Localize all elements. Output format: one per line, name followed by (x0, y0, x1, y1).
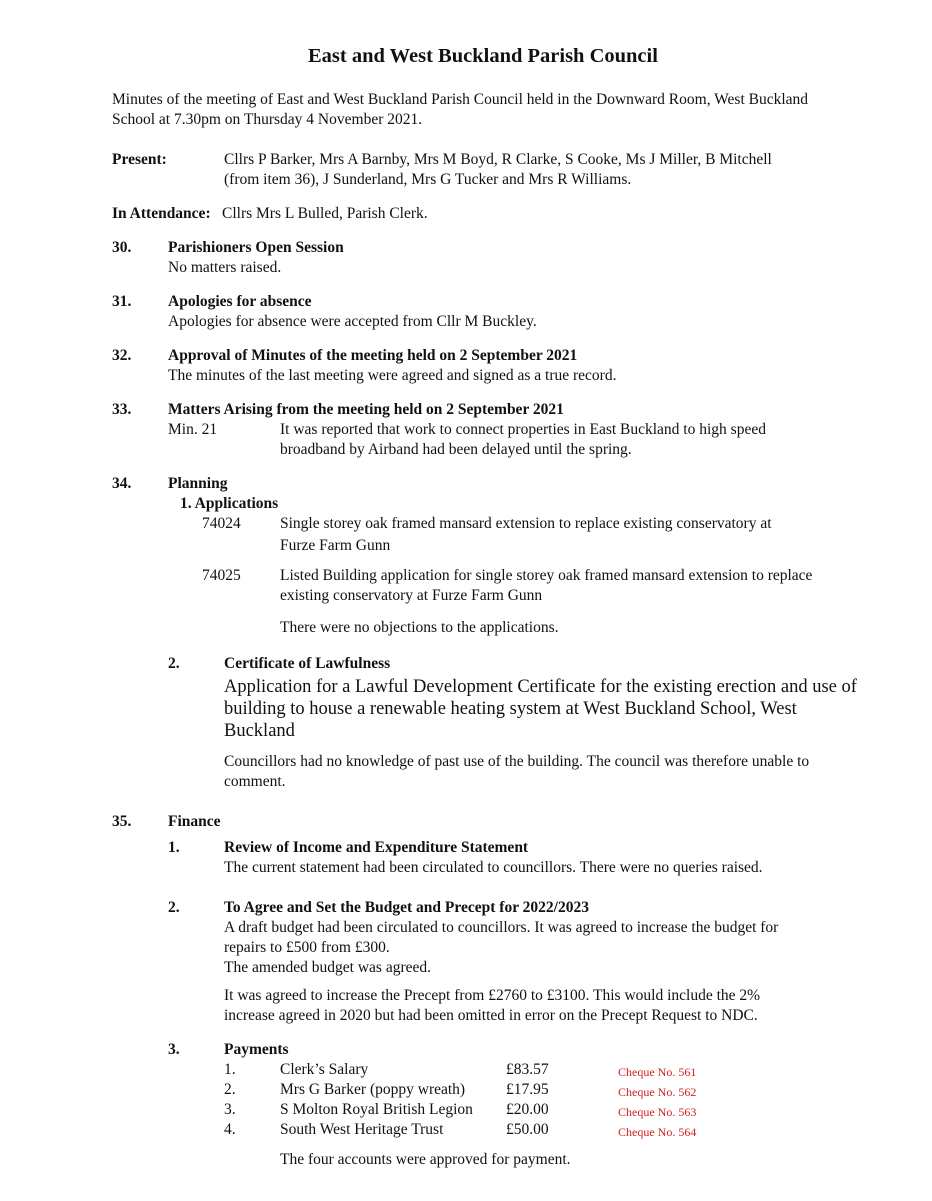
payment-number: 1. (224, 1061, 236, 1078)
attendance-text: Cllrs Mrs L Bulled, Parish Clerk. (222, 205, 428, 222)
subheading: Payments (224, 1041, 289, 1058)
cheque-number: Cheque No. 564 (618, 1125, 697, 1139)
item-text: The current statement had been circulated to councillors. There were no queries raised. (224, 859, 763, 876)
attendance-label: In Attendance: (112, 205, 211, 222)
item-number: 33. (112, 401, 132, 418)
payment-amount: £83.57 (506, 1061, 549, 1078)
application-ref: 74024 (202, 515, 241, 532)
certificate-text: Buckland (224, 721, 295, 741)
sub-number: 2. (168, 899, 180, 916)
item-text: No matters raised. (168, 259, 282, 276)
present-line-1: Cllrs P Barker, Mrs A Barnby, Mrs M Boyd, R Clarke, S Cooke, Ms J Miller, B Mitchell (224, 151, 772, 168)
application-text: existing conservatory at Furze Farm Gunn (280, 587, 543, 604)
application-text: Furze Farm Gunn (280, 537, 391, 554)
item-text: There were no objections to the applications. (280, 619, 559, 636)
application-text: Single storey oak framed mansard extension to replace existing conservatory at (280, 515, 772, 532)
item-text: It was reported that work to connect properties in East Buckland to high speed (280, 421, 766, 438)
item-heading: Matters Arising from the meeting held on 2 September 2021 (168, 401, 564, 418)
item-number: 35. (112, 813, 132, 830)
payment-payee: S Molton Royal British Legion (280, 1101, 473, 1118)
payments-approved-text: The four accounts were approved for payment. (280, 1151, 571, 1168)
item-text: increase agreed in 2020 but had been omitted in error on the Precept Request to NDC. (224, 1007, 758, 1024)
certificate-text: building to house a renewable heating system at West Buckland School, West (224, 699, 797, 719)
item-heading: Finance (168, 813, 221, 830)
subheading: Review of Income and Expenditure Statement (224, 839, 529, 856)
cheque-number: Cheque No. 562 (618, 1085, 697, 1099)
payment-payee: Mrs G Barker (poppy wreath) (280, 1081, 466, 1098)
item-number: 32. (112, 347, 132, 364)
minute-ref: Min. 21 (168, 421, 218, 438)
item-text: A draft budget had been circulated to councillors. It was agreed to increase the budget for (224, 919, 779, 936)
item-text: The minutes of the last meeting were agreed and signed as a true record. (168, 367, 617, 384)
sub-number: 3. (168, 1041, 180, 1058)
payment-number: 3. (224, 1101, 236, 1118)
item-text: comment. (224, 773, 286, 790)
item-text: The amended budget was agreed. (224, 959, 432, 976)
item-heading: Apologies for absence (168, 293, 312, 310)
subheading: 1. Applications (180, 495, 279, 512)
intro-line-2: School at 7.30pm on Thursday 4 November 2021. (112, 111, 423, 128)
item-text: Apologies for absence were accepted from Cllr M Buckley. (168, 313, 537, 330)
item-heading: Approval of Minutes of the meeting held on 2 September 2021 (168, 347, 578, 364)
subheading: To Agree and Set the Budget and Precept for 2022/2023 (224, 899, 589, 916)
item-text: repairs to £500 from £300. (224, 939, 390, 956)
present-line-2: (from item 36), J Sunderland, Mrs G Tucker and Mrs R Williams. (224, 171, 632, 188)
payment-amount: £20.00 (506, 1101, 549, 1118)
payment-amount: £17.95 (506, 1081, 549, 1098)
cheque-number: Cheque No. 561 (618, 1065, 697, 1079)
certificate-text: Application for a Lawful Development Certificate for the existing erection and use of (224, 677, 857, 697)
sub-number: 2. (168, 655, 180, 672)
item-number: 34. (112, 475, 132, 492)
cheque-number: Cheque No. 563 (618, 1105, 697, 1119)
item-text: It was agreed to increase the Precept from £2760 to £3100. This would include the 2% (224, 987, 761, 1004)
payment-payee: South West Heritage Trust (280, 1121, 444, 1138)
item-text: Councillors had no knowledge of past use of the building. The council was therefore unable to (224, 753, 810, 770)
item-number: 31. (112, 293, 132, 310)
item-text: broadband by Airband had been delayed until the spring. (280, 441, 632, 458)
page-title: East and West Buckland Parish Council (308, 45, 658, 67)
present-label: Present: (112, 151, 167, 168)
item-heading: Parishioners Open Session (168, 239, 344, 256)
application-text: Listed Building application for single storey oak framed mansard extension to replace (280, 567, 813, 584)
sub-number: 1. (168, 839, 180, 856)
payment-amount: £50.00 (506, 1121, 549, 1138)
intro-line-1: Minutes of the meeting of East and West Buckland Parish Council held in the Downward Room, West Buckland (112, 91, 809, 108)
item-heading: Planning (168, 475, 228, 492)
payment-number: 4. (224, 1121, 236, 1138)
subheading: Certificate of Lawfulness (224, 655, 391, 672)
application-ref: 74025 (202, 567, 241, 584)
item-number: 30. (112, 239, 132, 256)
payment-number: 2. (224, 1081, 236, 1098)
payment-payee: Clerk’s Salary (280, 1061, 369, 1078)
